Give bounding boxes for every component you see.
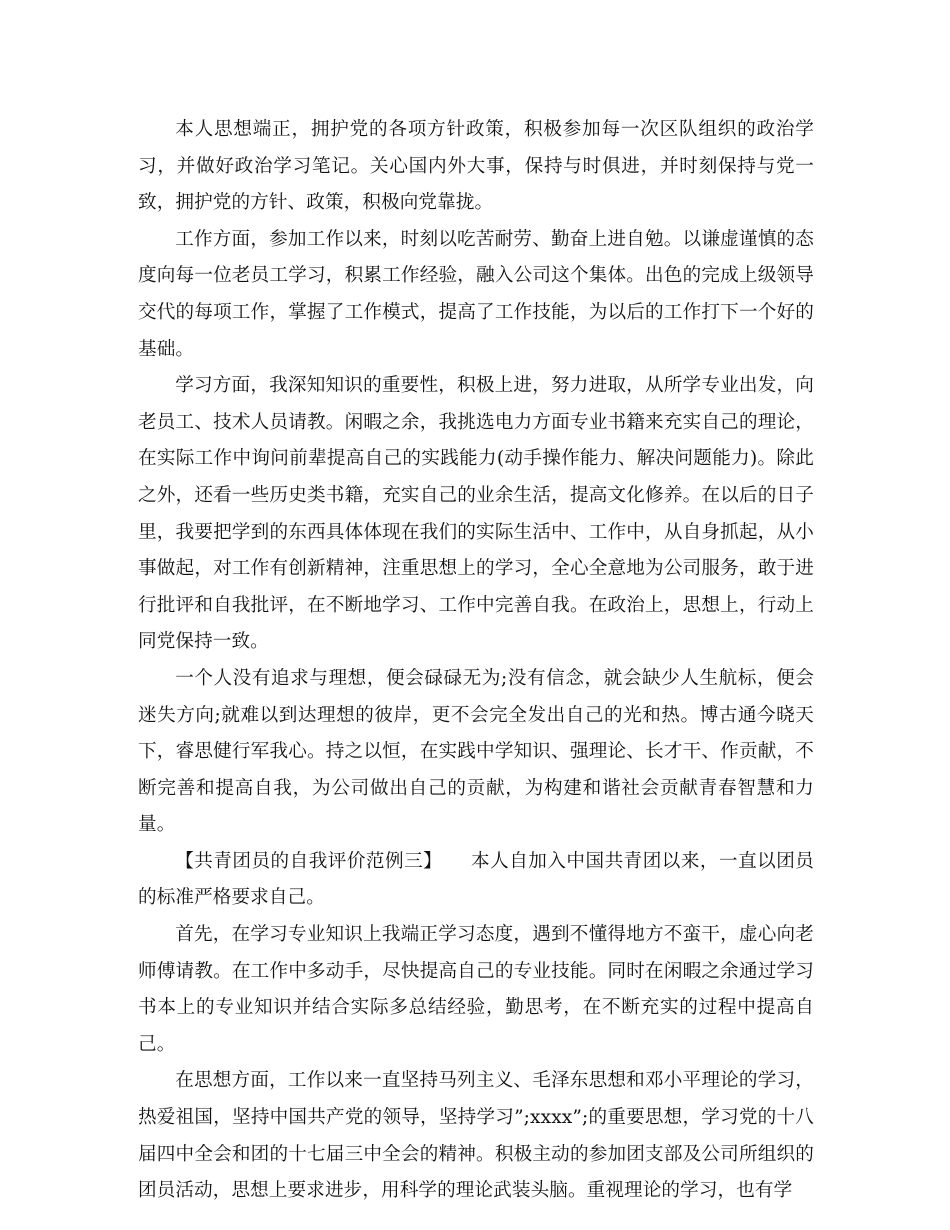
- paragraph-study: 学习方面，我深知知识的重要性，积极上进，努力进取，从所学专业出发，向老员工、技术人员请教。闲暇之余，我挑选电力方面专业书籍来充实自己的理论，在实际工作中询问前辈提高自己的实践能力(动手操作能力、解决问题能力)。除此之外，还看一些历史类书籍，充实自己的业余生活，提高文化修养。在以后的日子里，我要把学到的东西具体体现在我们的实际生活中、工作中，从自身抓起，从小事做起，对工作有创新精神，注重思想上的学习，全心全意地为公司服务，敢于进行批评和自我批评，在不断地学习、工作中完善自我。在政治上，思想上，行动上同党保持一致。: [138, 375, 814, 653]
- paragraph-ideology: 在思想方面，工作以来一直坚持马列主义、毛泽东思想和邓小平理论的学习，热爱祖国，坚持中国共产党的领导，坚持学习”;xxxx”;的重要思想，学习党的十八届四中全会和团的十七届三中全会的精神。积极主动的参加团支部及公司所组织的团员活动，思想上要求进步，用科学的理论武装头脑。重视理论的学习，也有学: [138, 1070, 814, 1202]
- paragraph-political-thought: 本人思想端正，拥护党的各项方针政策，积极参加每一次区队组织的政治学习，并做好政治学习笔记。关心国内外大事，保持与时俱进，并时刻保持与党一致，拥护党的方针、政策，积极向党靠拢。: [138, 119, 814, 214]
- paragraph-firstly: 首先，在学习专业知识上我端正学习态度，遇到不懂得地方不蛮干，虚心向老师傅请教。在工作中多动手，尽快提高自己的专业技能。同时在闲暇之余通过学习书本上的专业知识并结合实际多总结经验，勤思考，在不断充实的过程中提高自己。: [138, 924, 814, 1055]
- paragraph-ideals: 一个人没有追求与理想，便会碌碌无为;没有信念，就会缺少人生航标，便会迷失方向;就难以到达理想的彼岸，更不会完全发出自己的光和热。博古通今晓天下，睿思健行军我心。持之以恒，在实践中学知识、强理论、长才干、作贡献，不断完善和提高自我，为公司做出自己的贡献，为构建和谐社会贡献青春智慧和力量。: [138, 667, 814, 836]
- document-body: [138, 112, 814, 1210]
- paragraph-work: 工作方面，参加工作以来，时刻以吃苦耐劳、勤奋上进自勉。以谦虚谨慎的态度向每一位老员工学习，积累工作经验，融入公司这个集体。出色的完成上级领导交代的每项工作，掌握了工作模式，提高了工作技能，为以后的工作打下一个好的基础。: [138, 228, 814, 360]
- paragraph-example-three: 【共青团员的自我评价范例三】 本人自加入中国共青团以来，一直以团员的标准严格要求自己。: [138, 850, 814, 909]
